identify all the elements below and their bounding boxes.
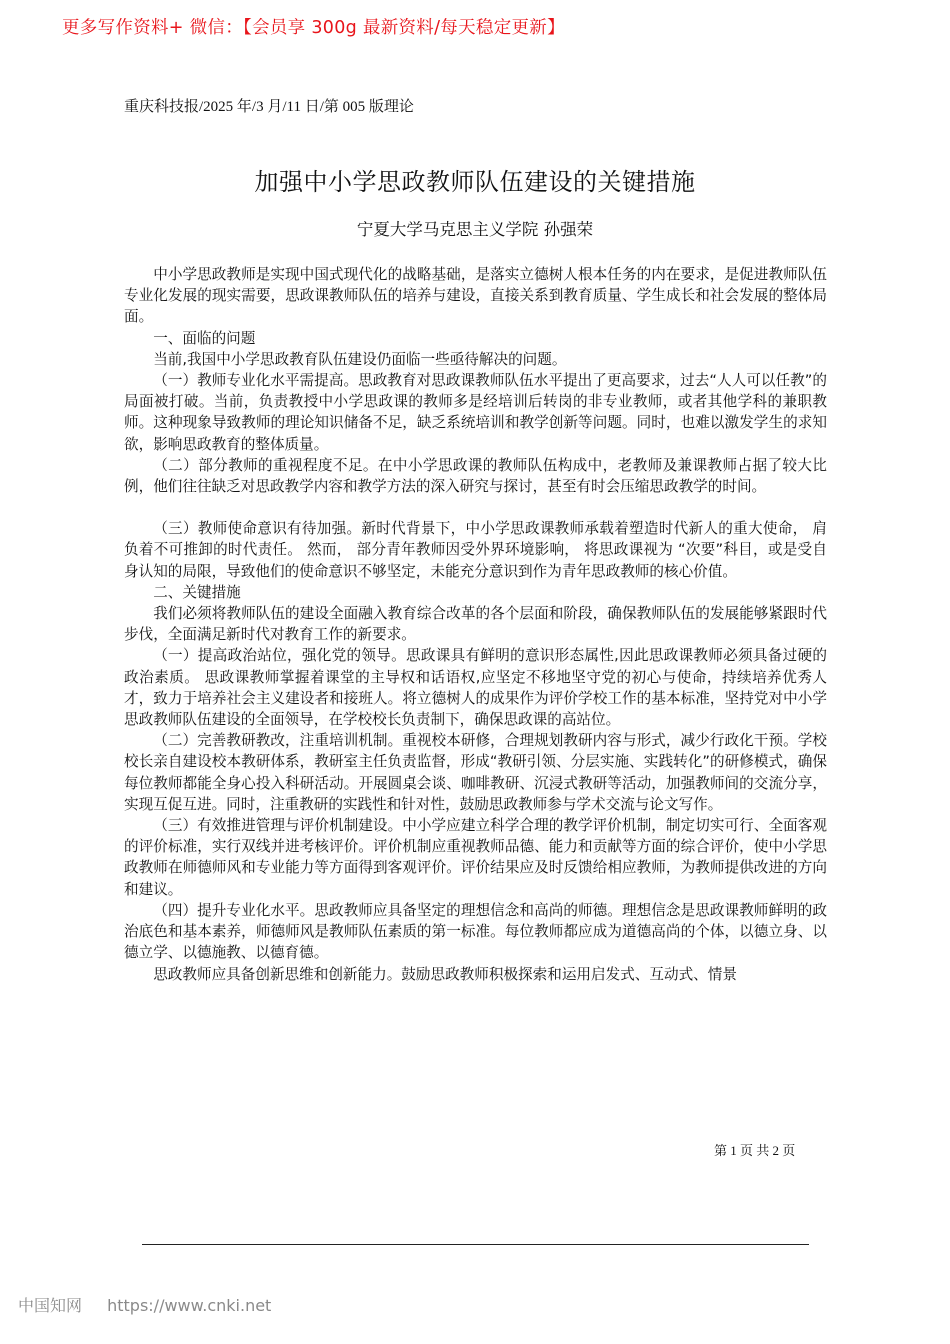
article-title: 加强中小学思政教师队伍建设的关键措施 [254,168,696,196]
paragraph: 我们必须将教师队伍的建设全面融入教育综合改革的各个层面和阶段，确保教师队伍的发展能够紧跟时代步伐，全面满足新时代对教育工作的新要求。 [124,605,827,644]
section-heading-problems: 一、面临的问题 [153,329,256,347]
paragraph: （二）部分教师的重视程度不足。在中小学思政课的教师队伍构成中，老教师及兼课教师占据了较大比例，他们往往缺乏对思政教学内容和教学方法的深入研究与探讨，甚至有时会压缩思政教学的时间。 [124,456,827,496]
paragraph: （二）完善教研教改，注重培训机制。重视校本研修，合理规划教研内容与形式，减少行政化干预。学校校长亲自建设校本教研体系，教研室主任负责监督，形成“教研引领、分层实施、实践转化”的研修模式，确保每位教师都能全身心投入科研活动。开展圆桌会谈、咖啡教研、沉浸式教研等活动，加强教师间的交流分享，实现互促互进。同时，注重教研的实践性和针对性，鼓励思政教师参与学术交流与论文写作。 [124,732,827,813]
article-body [124,264,827,985]
footer-divider [142,1244,809,1245]
paragraph-intro: 中小学思政教师是实现中国式现代化的战略基础，是落实立德树人根本任务的内在要求，是促进教师队伍专业化发展的现实需要，思政课教师队伍的培养与建设，直接关系到教育质量、学生成长和社会发展的整体局面。 [124,266,827,326]
article-author: 宁夏大学马克思主义学院 孙强荣 [356,220,594,239]
source-citation: 重庆科技报/2025 年/3 月/11 日/第 005 版理论 [124,99,414,115]
paragraph: （三）教师使命意识有待加强。新时代背景下，中小学思政课教师承载着塑造时代新人的重大使命， 肩负着不可推卸的时代责任。 然而， 部分青年教师因受外界环境影响， 将思政课视为 “次要”科目，或是受自身认知的局限，导致他们的使命意识不够坚定，未能充分意识到作为青年思政教师的核心价值。 [124,520,827,580]
site-url[interactable]: https://www.cnki.net [107,1296,272,1315]
paragraph: 当前,我国中小学思政教育队伍建设仍面临一些亟待解决的问题。 [153,350,567,368]
paragraph: （一）教师专业化水平需提高。思政教育对思政课教师队伍水平提出了更高要求，过去“人人可以任教”的局面被打破。当前，负责教授中小学思政课的教师多是经培训后转岗的非专业教师，或者其他学科的兼职教师。这种现象导致教师的理论知识储备不足，缺乏系统培训和教学创新等问题。同时，也难以激发学生的求知欲，影响思政教育的整体质量。 [124,372,827,453]
promo-banner: 更多写作资料+ 微信：【会员享 300g 最新资料/每天稳定更新】 [62,18,565,38]
paragraph: （一）提高政治站位，强化党的领导。思政课具有鲜明的意识形态属性,因此思政课教师必须具备过硬的政治素质。 思政课教师掌握着课堂的主导权和话语权,应坚定不移地坚守党的初心与使命，持续培养优秀人才，致力于培养社会主义建设者和接班人。将立德树人的成果作为评价学校工作的基本标准，坚持党对中小学思政教师队伍建设的全面领导，在学校校长负责制下，确保思政课的高站位。 [124,647,827,729]
paragraph: （三）有效推进管理与评价机制建设。中小学应建立科学合理的教学评价机制，制定切实可行、全面客观的评价标准，实行双线并进考核评价。评价机制应重视教师品德、能力和贡献等方面的综合评价，使中小学思政教师在师德师风和专业能力等方面得到客观评价。评价结果应及时反馈给相应教师，为教师提供改进的方向和建议。 [124,817,827,898]
page-indicator: 第 1 页 共 2 页 [714,1143,796,1158]
paragraph: （四）提升专业化水平。思政教师应具备坚定的理想信念和高尚的师德。理想信念是思政课教师鲜明的政治底色和基本素养，师德师风是教师队伍素质的第一标准。每位教师都应成为道德高尚的个体，以德立身、以德立学、以德施教、以德育德。 [124,901,827,962]
paragraph: 思政教师应具备创新思维和创新能力。鼓励思政教师积极探索和运用启发式、互动式、情景 [153,965,737,983]
footer-watermark [18,1293,271,1316]
site-name: 中国知网 [18,1296,83,1315]
section-heading-measures: 二、关键措施 [153,583,241,601]
